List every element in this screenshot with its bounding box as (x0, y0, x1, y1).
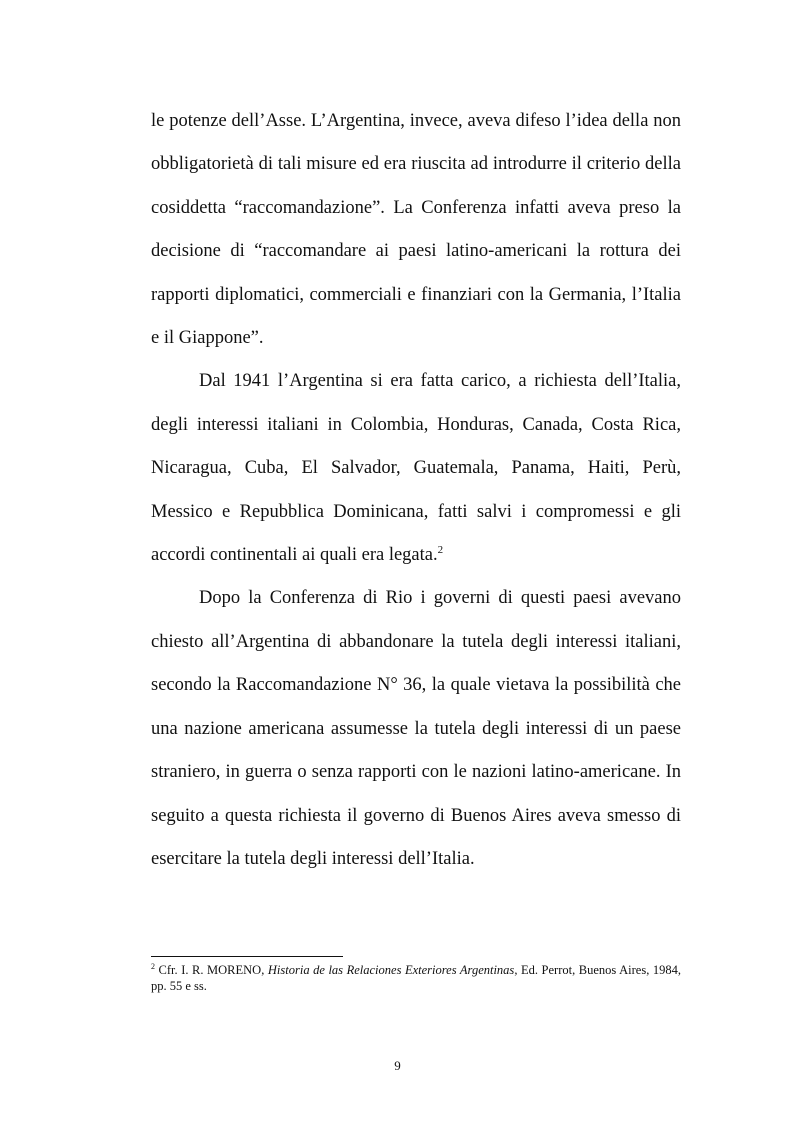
main-text (151, 100, 681, 881)
footnote-suffix: , Ed. Perrot, Buenos Aires, 1984, pp. 55 e ss. (151, 963, 681, 993)
footnote (151, 962, 681, 994)
footnote-title: Historia de las Relaciones Exteriores Argentinas (267, 963, 515, 977)
footnote-reference[interactable]: 2 (437, 543, 444, 556)
paragraph-3 (151, 577, 681, 881)
footnote-separator (151, 956, 343, 957)
paragraph-1-text: le potenze dell’Asse. L’Argentina, invece, aveva difeso l’idea della non obbligatorietà di tali misure ed era riuscita ad introdurre il criterio della cosiddetta “raccomandazione”. La Conferenza infatti aveva preso la decisione di “raccomandare ai paesi latino-americani la rottura dei rapporti diplomatici, commerciali e finanziari con la Germania, l’Italia e il Giappone”. (151, 111, 681, 349)
footnote-number: 2 (151, 961, 155, 971)
paragraph-3-text: Dopo la Conferenza di Rio i governi di questi paesi avevano chiesto all’Argentina di abbandonare la tutela degli interessi italiani, secondo la Raccomandazione N° 36, la quale vietava la possibilità che una nazione americana assumesse la tutela degli interessi di un paese straniero, in guerra o senza rapporti con le nazioni latino-americane. In seguito a questa richiesta il governo di Buenos Aires aveva smesso di esercitare la tutela degli interessi dell’Italia. (151, 588, 681, 869)
footnote-prefix: Cfr. I. R. MORENO, (158, 963, 268, 977)
paragraph-2 (151, 360, 681, 577)
page-number: 9 (394, 1058, 401, 1073)
paragraph-2-text: Dal 1941 l’Argentina si era fatta carico, a richiesta dell’Italia, degli interessi italiani in Colombia, Honduras, Canada, Costa Rica, Nicaragua, Cuba, El Salvador, Guatemala, Panama, Haiti, Perù, Messico e Repubblica Dominicana, fatti salvi i compromessi e gli accordi continentali ai quali era legata. (151, 371, 681, 566)
paragraph-1 (151, 100, 681, 360)
